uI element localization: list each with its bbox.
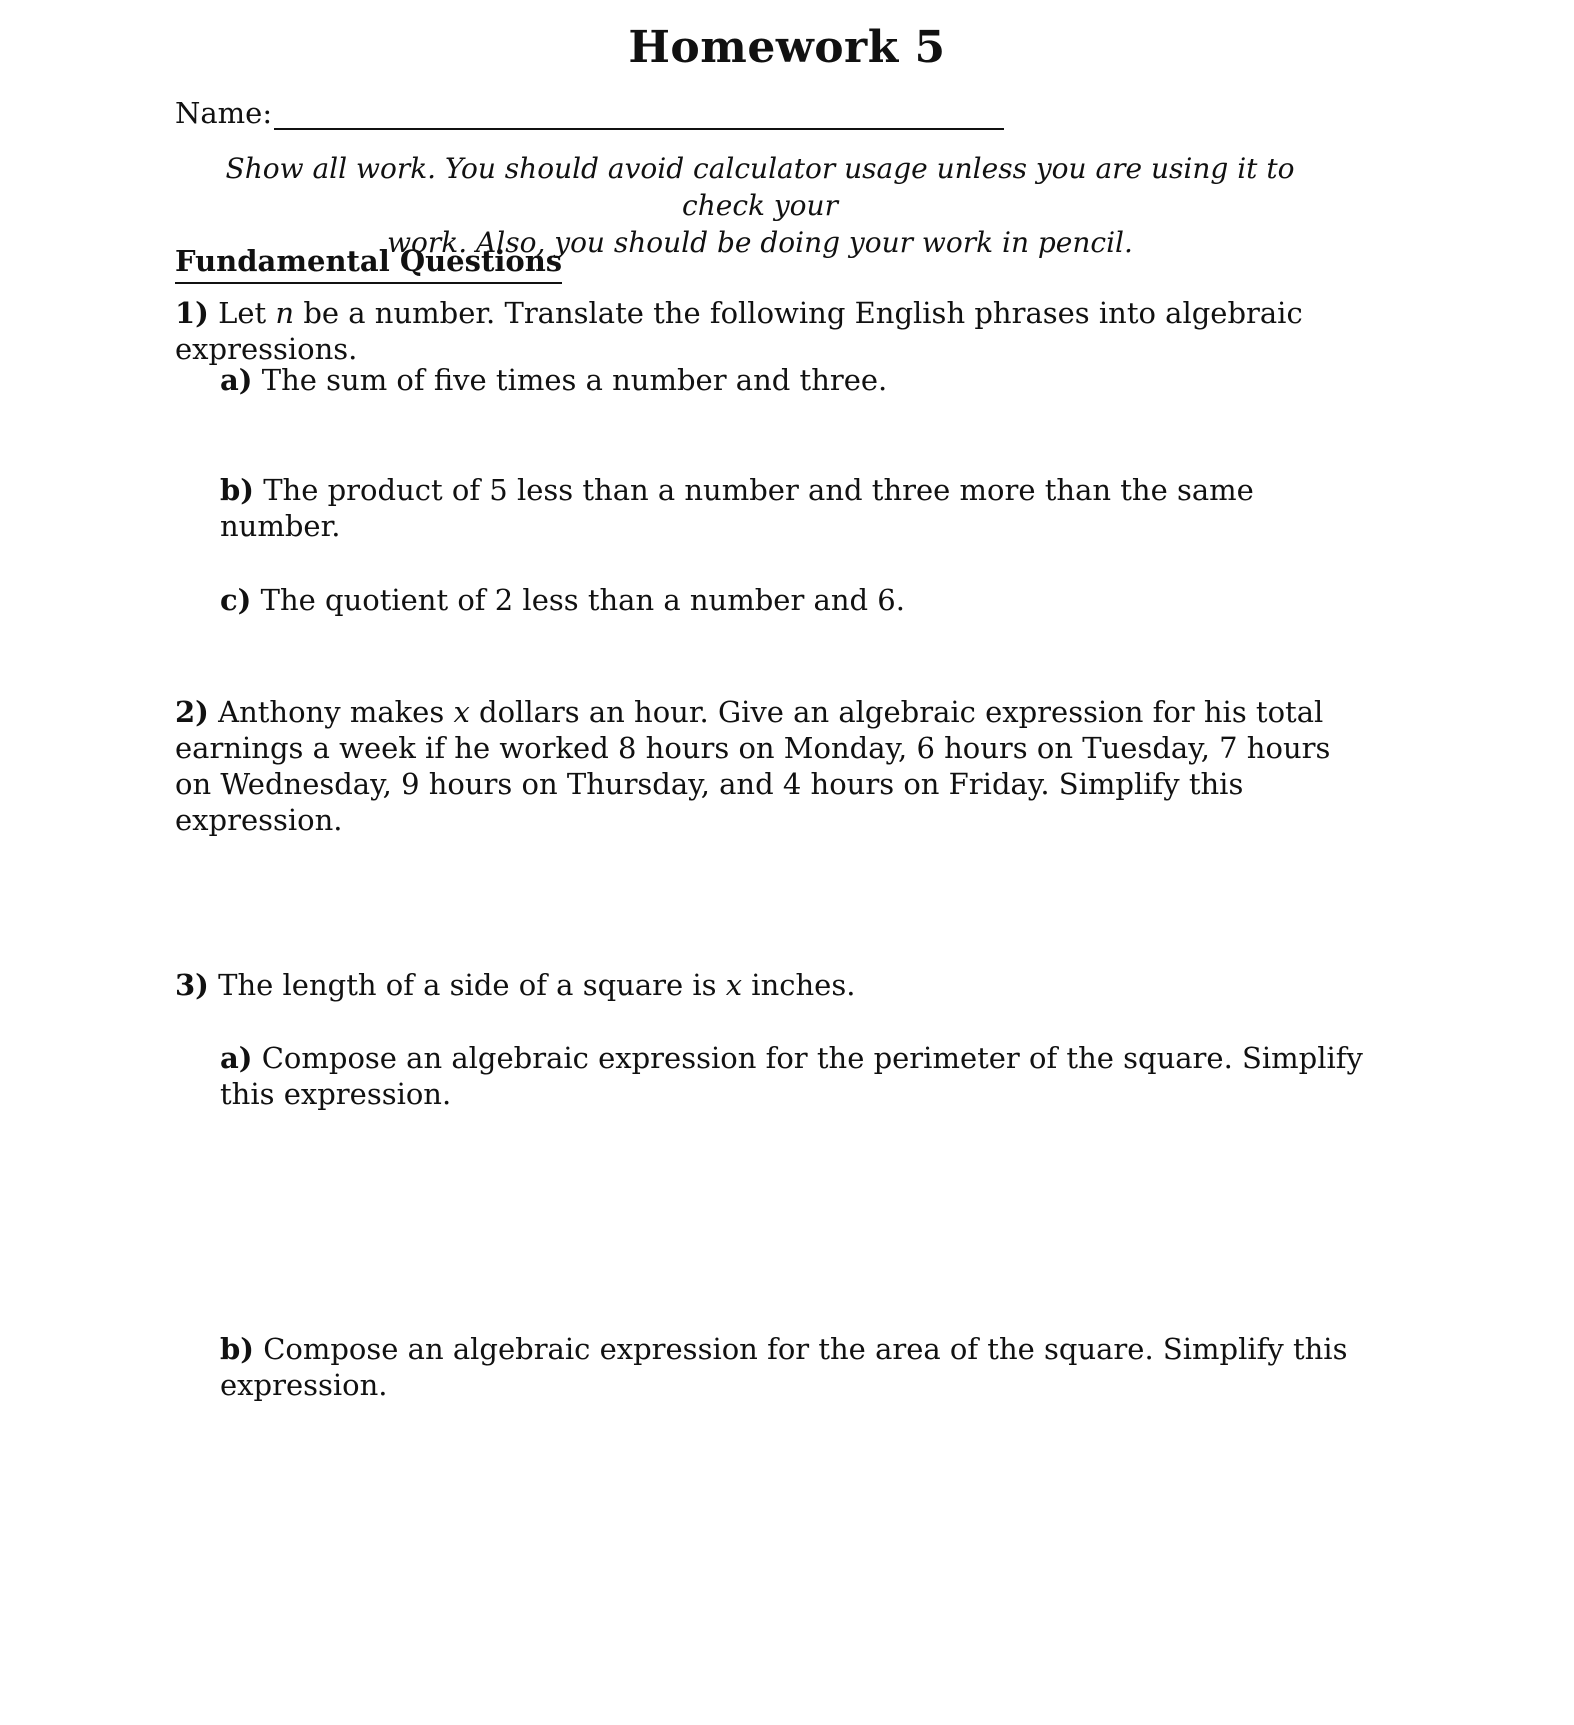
question-1b-label: b)	[220, 473, 254, 507]
question-3a-label: a)	[220, 1041, 253, 1075]
question-3-text-before: The length of a side of a square is	[208, 968, 726, 1002]
question-3-number: 3)	[175, 968, 209, 1002]
question-1a-label: a)	[220, 363, 253, 397]
question-3b	[220, 1331, 1365, 1403]
question-3a	[220, 1040, 1365, 1112]
question-1c	[220, 582, 1365, 618]
question-1-text-before: Let	[208, 296, 276, 330]
question-3b-text: Compose an algebraic expression for the area of the square. Simplify this expression.	[220, 1332, 1348, 1402]
question-3-variable: x	[725, 968, 743, 1002]
name-label: Name:	[175, 96, 273, 130]
question-1-number: 1)	[175, 296, 209, 330]
question-2	[175, 694, 1365, 838]
question-1-variable: n	[275, 296, 295, 330]
question-1	[175, 295, 1365, 367]
question-2-variable: x	[453, 695, 470, 729]
question-1c-label: c)	[220, 583, 252, 617]
question-2-text-after: dollars an hour. Give an algebraic expression for his total earnings a week if he worked 8 hours on Monday, 6 hours on Tuesday, 7 hours on Wednesday, 9 hours on Thursday, and 4 hours on Friday. Simplify this expression.	[175, 695, 1331, 837]
question-1a	[220, 362, 1365, 398]
question-1b	[220, 472, 1365, 544]
question-3	[175, 967, 1365, 1003]
instructions-line-1: Show all work. You should avoid calculator usage unless you are using it to check your	[225, 152, 1295, 222]
page-title: Homework 5	[628, 22, 946, 73]
question-1b-text: The product of 5 less than a number and three more than the same number.	[220, 473, 1254, 543]
question-2-text-before: Anthony makes	[208, 695, 454, 729]
question-2-number: 2)	[175, 695, 209, 729]
question-3-text-after: inches.	[742, 968, 856, 1002]
question-1c-text: The quotient of 2 less than a number and 6.	[251, 583, 905, 617]
question-1a-text: The sum of five times a number and three.	[252, 363, 888, 397]
question-3a-text: Compose an algebraic expression for the perimeter of the square. Simplify this expression.	[220, 1041, 1363, 1111]
name-blank-line[interactable]	[274, 98, 1004, 130]
name-field-row	[175, 96, 1004, 130]
section-heading: Fundamental Questions	[175, 244, 562, 284]
instructions-line-2: work. Also, you should be doing your work in pencil.	[387, 226, 1133, 259]
question-3b-label: b)	[220, 1332, 254, 1366]
question-1-text-after: be a number. Translate the following English phrases into algebraic expressions.	[175, 296, 1303, 366]
